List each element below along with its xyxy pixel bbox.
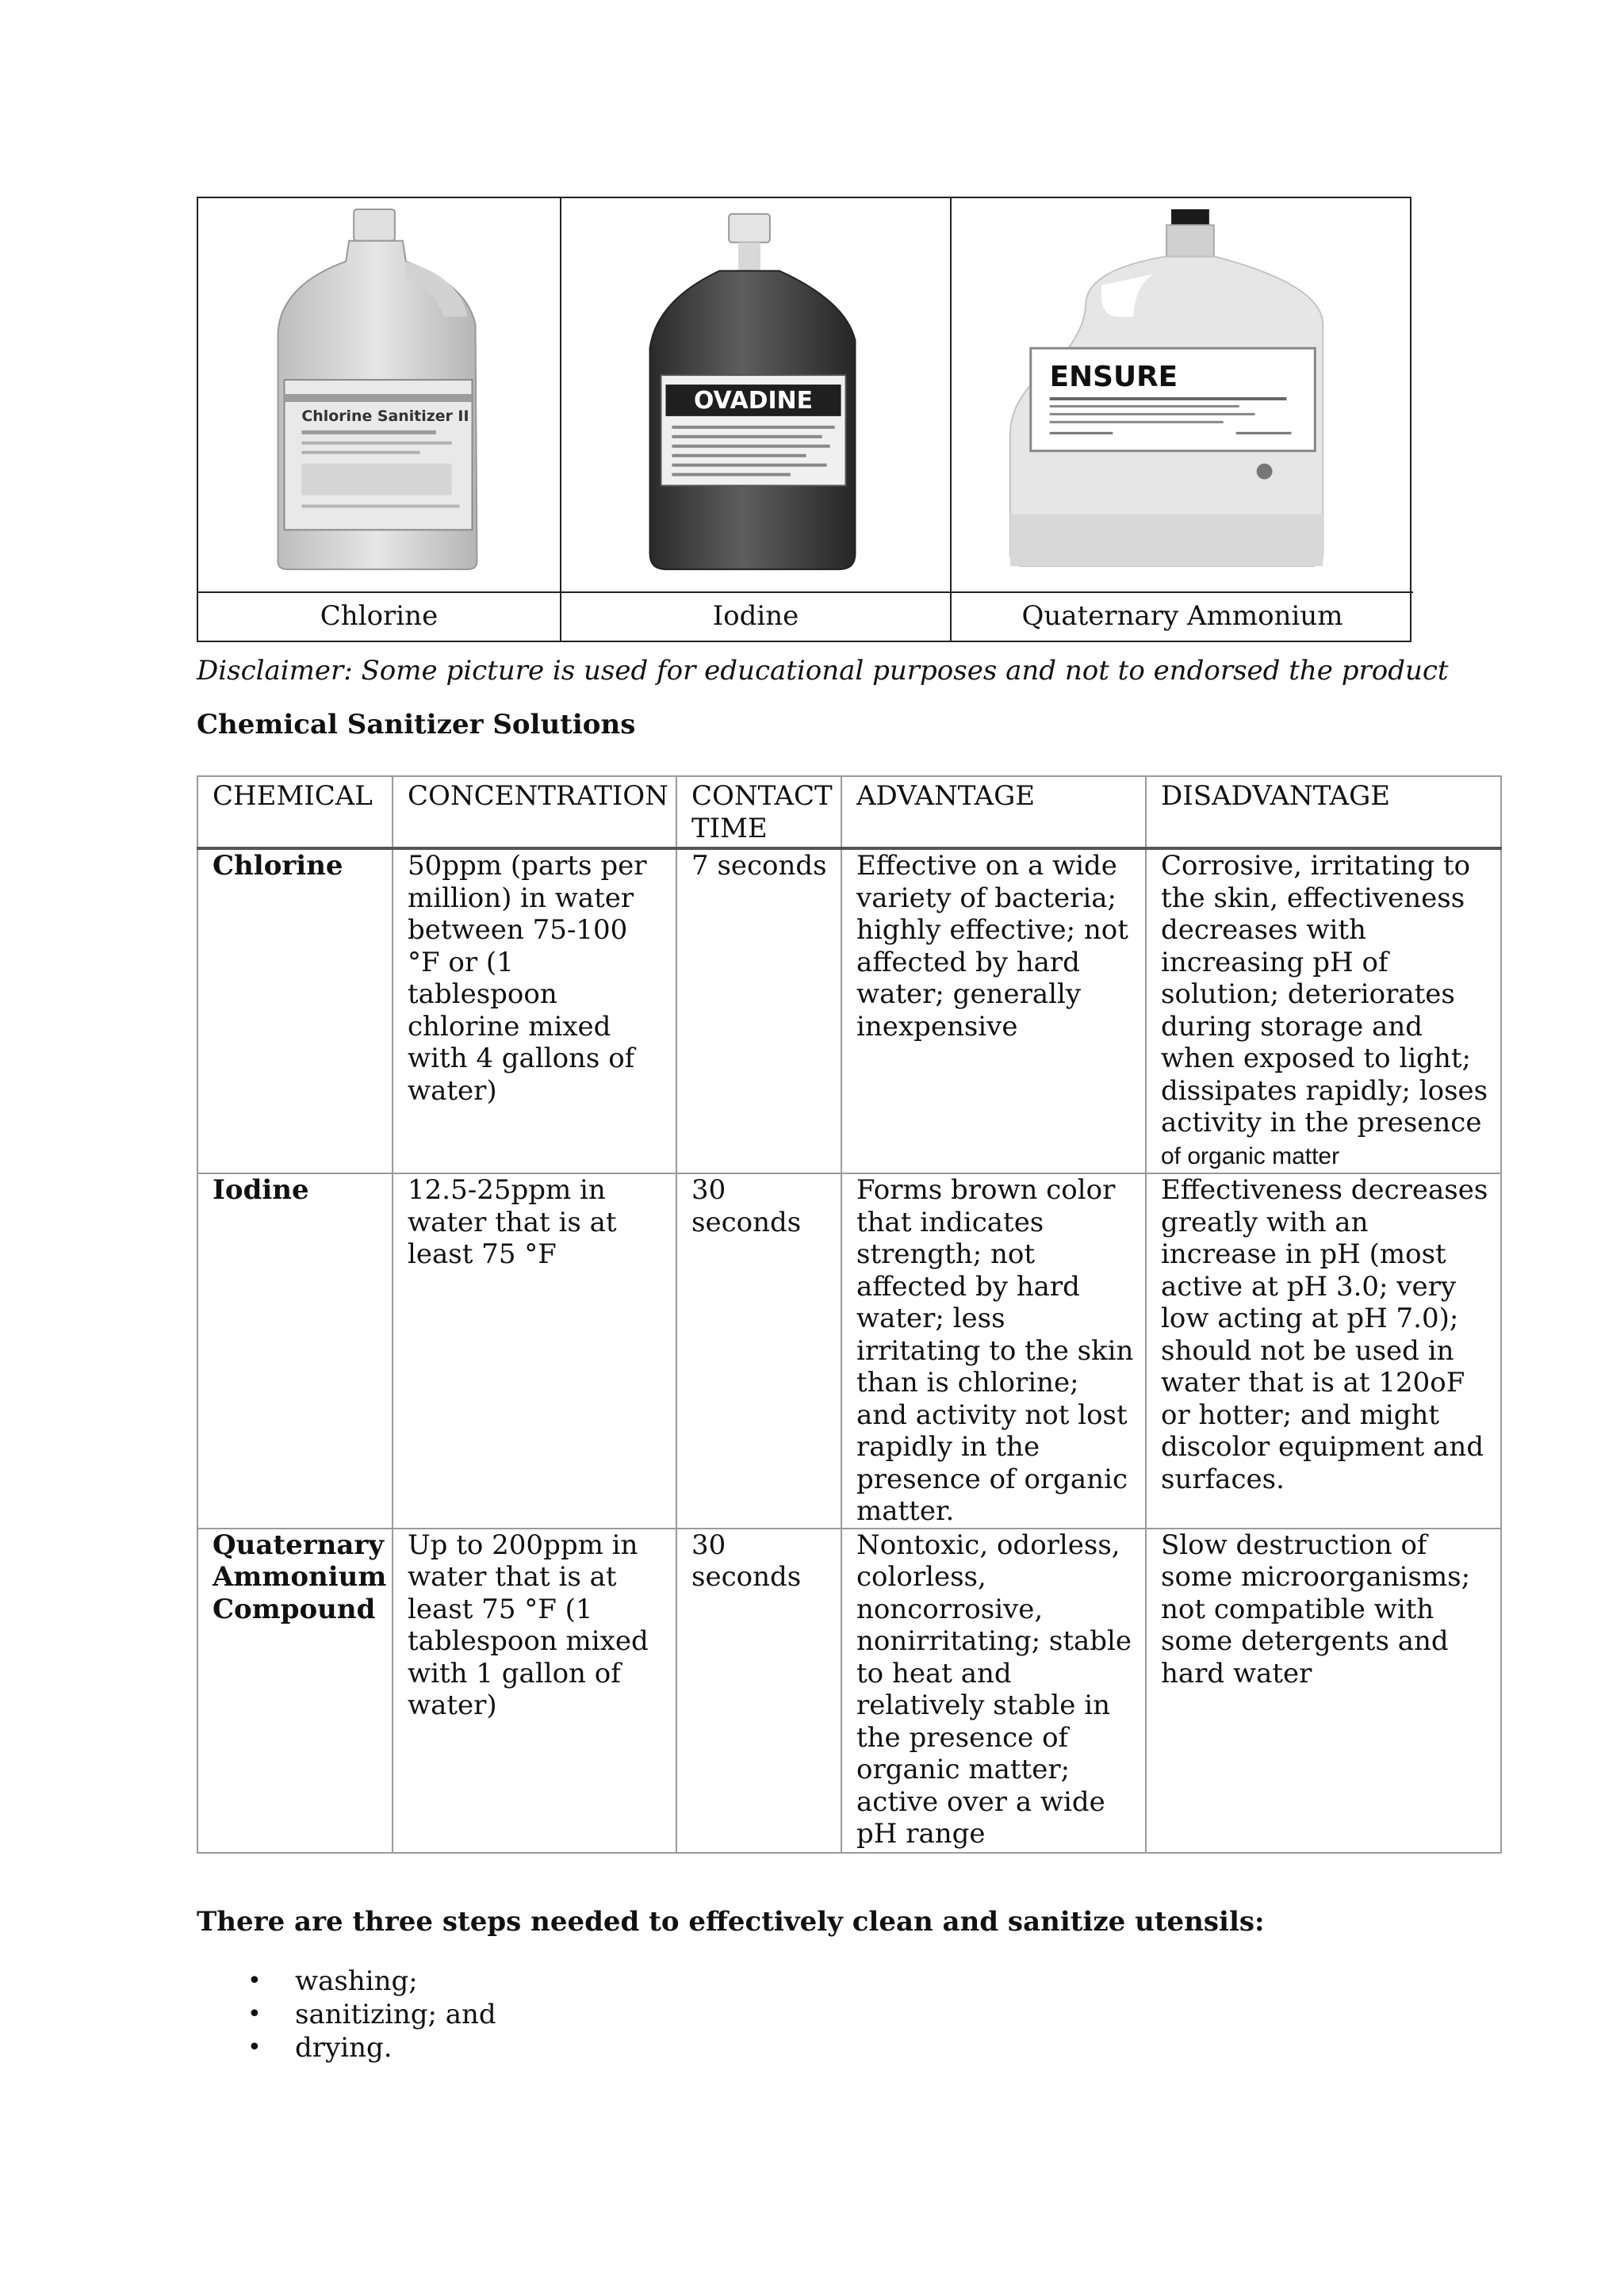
disadvantage-text-tail: of organic matter [1161, 1142, 1340, 1169]
table-row [197, 1529, 1501, 1853]
contact-time-cell: 30 seconds [676, 1173, 841, 1529]
disadvantage-cell: Slow destruction of some microorganisms; not compatible with some detergents and hard water [1146, 1529, 1501, 1853]
disclaimer-text: Disclaimer: Some picture is used for educational purposes and not to endorsed the product [197, 655, 1449, 687]
product-caption: Chlorine [320, 600, 439, 632]
jug-icon [198, 198, 560, 591]
sanitizer-table [197, 775, 1502, 1854]
concentration-cell: Up to 200ppm in water that is at least 75 °F (1 tablespoon mixed with 1 gallon of water) [393, 1529, 676, 1853]
product-caption: Iodine [712, 600, 799, 632]
jug-icon [952, 198, 1413, 591]
advantage-cell: Effective on a wide variety of bacteria; highly effective; not affected by hard water; generally inexpensive [841, 848, 1146, 1173]
advantage-cell: Nontoxic, odorless, colorless, noncorrosive, nonirritating; stable to heat and relatively stable in the presence of organic matter; active over a wide pH range [841, 1529, 1146, 1853]
table-heading: Chemical Sanitizer Solutions [197, 709, 636, 734]
chlorine-label-text: Chlorine Sanitizer II [301, 407, 469, 425]
product-cell-chlorine [198, 198, 560, 641]
steps-list [197, 1965, 496, 2064]
quaternary-label-text: ENSURE [1049, 361, 1178, 394]
column-header-contact-time: CONTACT TIME [676, 776, 841, 848]
steps-intro-heading: There are three steps needed to effectively clean and sanitize utensils: [197, 1906, 1265, 1938]
column-header-advantage: ADVANTAGE [841, 776, 1146, 848]
chemical-cell: Quaternary Ammonium Compound [197, 1529, 393, 1853]
advantage-cell: Forms brown color that indicates strength; not affected by hard water; less irritating to the skin than is chlorine; and activity not lost rapidly in the presence of organic matter. [841, 1173, 1146, 1529]
concentration-cell: 12.5-25ppm in water that is at least 75 °F [393, 1173, 676, 1529]
chemical-cell: Chlorine [197, 848, 393, 1173]
quaternary-ammonium-jug-image [952, 198, 1413, 593]
jug-icon [561, 198, 950, 591]
column-header-chemical: CHEMICAL [197, 776, 393, 848]
list-item: • washing; [197, 1965, 496, 1998]
disadvantage-cell: Effectiveness decreases greatly with an increase in pH (most active at pH 3.0; very low acting at pH 7.0); should not be used in water that is at 120oF or hotter; and might discolor equipment and surfaces. [1146, 1173, 1501, 1529]
table-row [197, 1173, 1501, 1529]
column-header-disadvantage: DISADVANTAGE [1146, 776, 1501, 848]
column-header-concentration: CONCENTRATION [393, 776, 676, 848]
table-row [197, 848, 1501, 1173]
list-item: • sanitizing; and [197, 1998, 496, 2031]
chemical-cell: Iodine [197, 1173, 393, 1529]
concentration-cell: 50ppm (parts per million) in water between 75-100 °F or (1 tablespoon chlorine mixed with 4 gallons of water) [393, 848, 676, 1173]
chlorine-jug-image [198, 198, 560, 593]
disadvantage-text: Corrosive, irritating to the skin, effectiveness decreases with increasing pH of solution; deteriorates during storage and when exposed to light; dissipates rapidly; loses activity in the presence [1161, 850, 1488, 1138]
list-item: • drying. [197, 2031, 496, 2064]
disadvantage-cell [1146, 848, 1501, 1173]
iodine-jug-image [561, 198, 950, 593]
contact-time-cell: 30 seconds [676, 1529, 841, 1853]
table-header-row [197, 776, 1501, 848]
product-cell-iodine [560, 198, 950, 641]
contact-time-cell: 7 seconds [676, 848, 841, 1173]
iodine-label-text: OVADINE [693, 386, 814, 415]
product-image-table [197, 197, 1411, 642]
product-caption: Quaternary Ammonium [1021, 600, 1343, 632]
product-cell-quaternary-ammonium [950, 198, 1413, 641]
